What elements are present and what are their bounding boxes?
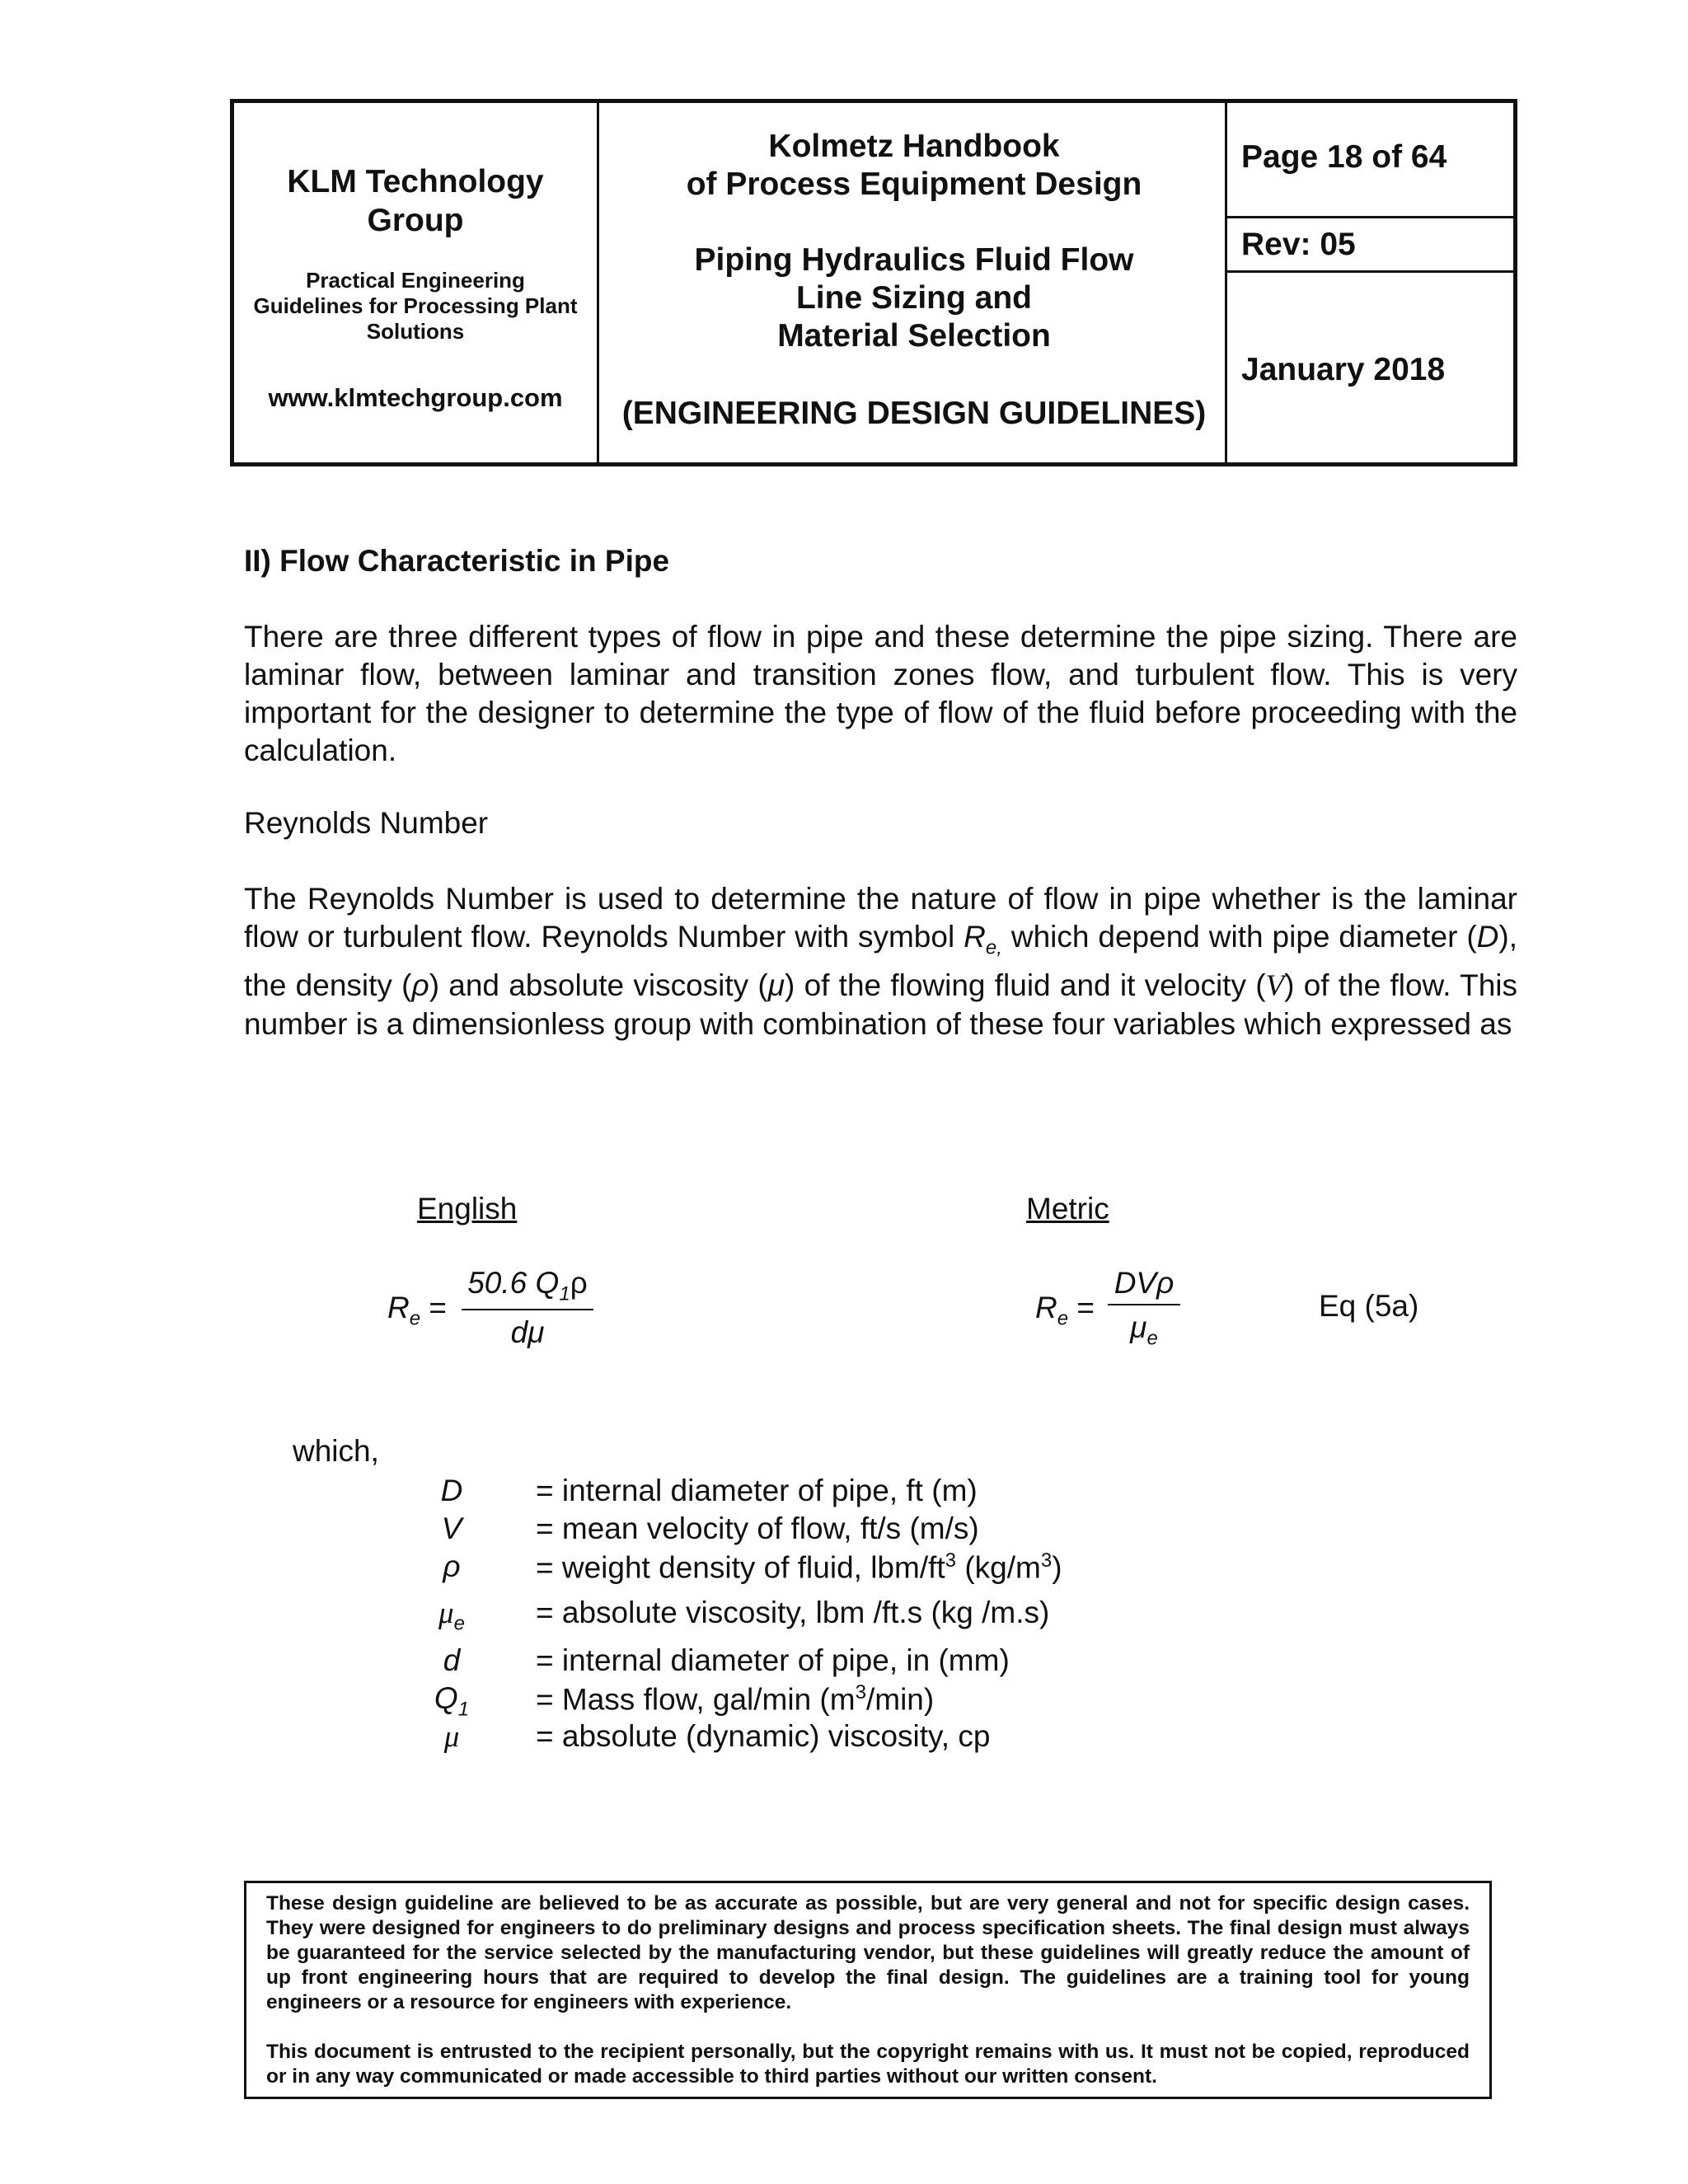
definition-text: = internal diameter of pipe, ft (m) <box>536 1474 978 1507</box>
text-run: = weight density of fluid, lbm/ft <box>536 1550 945 1585</box>
superscript: 3 <box>855 1681 866 1704</box>
numerator-text: 50.6 Q <box>467 1266 560 1300</box>
numerator-subscript: 1 <box>559 1282 570 1305</box>
revision: Rev: 05 <box>1241 227 1356 262</box>
symbol-rho: ρ <box>411 968 429 1003</box>
text-run: ) of the flow. This number is a dimensionless group with combination of these four variables which expressed as <box>244 968 1517 1042</box>
definition-text: = internal diameter of pipe, in (mm) <box>536 1643 1010 1677</box>
text-run: ) <box>1052 1550 1062 1585</box>
equation-number: Eq (5a) <box>1319 1289 1419 1323</box>
definition-text <box>536 1681 934 1717</box>
lhs-symbol: R <box>1035 1291 1057 1324</box>
page-number: Page 18 of 64 <box>1241 139 1447 175</box>
tagline-line: Solutions <box>366 319 465 344</box>
english-units-label: English <box>417 1192 518 1226</box>
denominator-text: μ <box>1130 1310 1147 1344</box>
definition-text <box>536 1549 1062 1585</box>
symbol-mu: μ <box>767 968 785 1003</box>
document-title-line: Piping Hydraulics Fluid Flow <box>694 242 1134 278</box>
definition-symbol: ρ <box>443 1549 461 1583</box>
metric-units-label: Metric <box>1026 1192 1109 1226</box>
document-title-line: Material Selection <box>777 318 1051 354</box>
company-website: www.klmtechgroup.com <box>268 383 563 412</box>
definition-symbol <box>417 1596 486 1635</box>
section-title: II) Flow Characteristic in Pipe <box>244 544 670 578</box>
superscript: 3 <box>1040 1549 1053 1572</box>
english-numerator <box>462 1266 593 1310</box>
text-run: (kg/m <box>956 1550 1041 1585</box>
text-run: = Mass flow, gal/min (m <box>536 1682 856 1717</box>
equals-sign: = <box>1068 1291 1095 1324</box>
header-divider <box>1225 270 1513 273</box>
copyright-paragraph: This document is entrusted to the recipient personally, but the copyright remains with us. It must not be copied, reproduced or in any way communicated or made accessible to third parties without our written consent. <box>266 2041 1470 2088</box>
definition-symbol <box>417 1681 486 1721</box>
english-equation-fraction <box>462 1266 593 1350</box>
lhs-subscript: e <box>409 1307 421 1330</box>
lhs-subscript: e <box>1057 1307 1069 1330</box>
symbol-d: D <box>1476 920 1499 954</box>
superscript: 3 <box>945 1549 957 1572</box>
handbook-title-line: Kolmetz Handbook <box>768 129 1060 164</box>
metric-equation-fraction <box>1108 1266 1180 1350</box>
paragraph-reynolds <box>244 880 1517 1043</box>
equals-sign: = <box>420 1291 447 1324</box>
metric-equation-lhs <box>1035 1291 1095 1330</box>
text-run: /min) <box>865 1682 935 1717</box>
guideline-type: (ENGINEERING DESIGN GUIDELINES) <box>621 396 1207 431</box>
definition-symbol: V <box>441 1511 462 1545</box>
document-header-table <box>230 99 1517 466</box>
metric-denominator <box>1108 1305 1180 1350</box>
company-name-line: KLM Technology <box>287 164 544 199</box>
handbook-title-line: of Process Equipment Design <box>686 166 1142 202</box>
tagline-line: Guidelines for Processing Plant <box>253 293 578 318</box>
symbol-subscript: 1 <box>457 1698 470 1721</box>
definition-text: = mean velocity of flow, ft/s (m/s) <box>536 1511 979 1545</box>
definition-symbol: μ <box>443 1720 460 1754</box>
document-title <box>597 241 1231 355</box>
symbol-char: Q <box>434 1681 458 1715</box>
symbol-re: R <box>964 920 986 954</box>
definition-text: = absolute viscosity, lbm /ft.s (kg /m.s) <box>536 1596 1050 1629</box>
document-date: January 2018 <box>1241 352 1446 387</box>
english-denominator: dμ <box>510 1315 545 1350</box>
company-name-line: Group <box>367 203 464 238</box>
definitions-intro: which, <box>293 1434 379 1468</box>
symbol-subscript: e <box>453 1612 465 1635</box>
metric-numerator: DVρ <box>1108 1266 1180 1305</box>
numerator-rho: ρ <box>570 1266 588 1300</box>
text-run: ) and absolute viscosity ( <box>429 968 768 1003</box>
disclaimer-paragraph: These design guideline are believed to be as accurate as possible, but are very general and not for specific design cases. They were designed for engineers to do preliminary designs and process specification sheets. The final design must always be guaranteed for the service selected by the manufacturing vendor, but these guidelines will greatly reduce the amount of up front engineering hours that are required to develop the final design. The guidelines are a training tool for young engineers or a resource for engineers with experience. <box>266 1892 1470 2013</box>
document-title-line: Line Sizing and <box>795 280 1032 316</box>
header-divider <box>1225 216 1513 218</box>
text-run: ) of the flowing fluid and it velocity ( <box>785 968 1266 1003</box>
text-run: The Reynolds Number is used to determine the nature of flow in pipe whether is the laminar flow or turbulent flow. Reynolds Number with symbol <box>244 882 1517 954</box>
definition-text: = absolute (dynamic) viscosity, cp <box>536 1719 991 1753</box>
lhs-symbol: R <box>387 1291 410 1324</box>
tagline-line: Practical Engineering <box>306 268 525 293</box>
paragraph-flow-types: There are three different types of flow in pipe and these determine the pipe sizing. There are laminar flow, between laminar and transition zones flow, and turbulent flow. This is very important for the designer to determine the type of flow of the fluid before proceeding with the calculation. <box>244 620 1517 767</box>
english-equation-lhs <box>387 1291 447 1330</box>
symbol-v: V <box>1265 969 1285 1004</box>
subheading-reynolds: Reynolds Number <box>244 806 489 840</box>
company-tagline <box>234 268 597 344</box>
disclaimer-box <box>244 1881 1492 2099</box>
symbol-char: μ <box>438 1596 454 1630</box>
text-run: ), the density ( <box>244 920 1517 1003</box>
denominator-subscript: e <box>1146 1327 1158 1350</box>
text-run: which depend with pipe diameter ( <box>1001 920 1477 954</box>
symbol-subscript: e, <box>985 936 1002 959</box>
definition-symbol: d <box>443 1643 461 1677</box>
definition-symbol: D <box>440 1474 463 1507</box>
company-name <box>234 162 597 240</box>
handbook-title <box>597 128 1231 204</box>
